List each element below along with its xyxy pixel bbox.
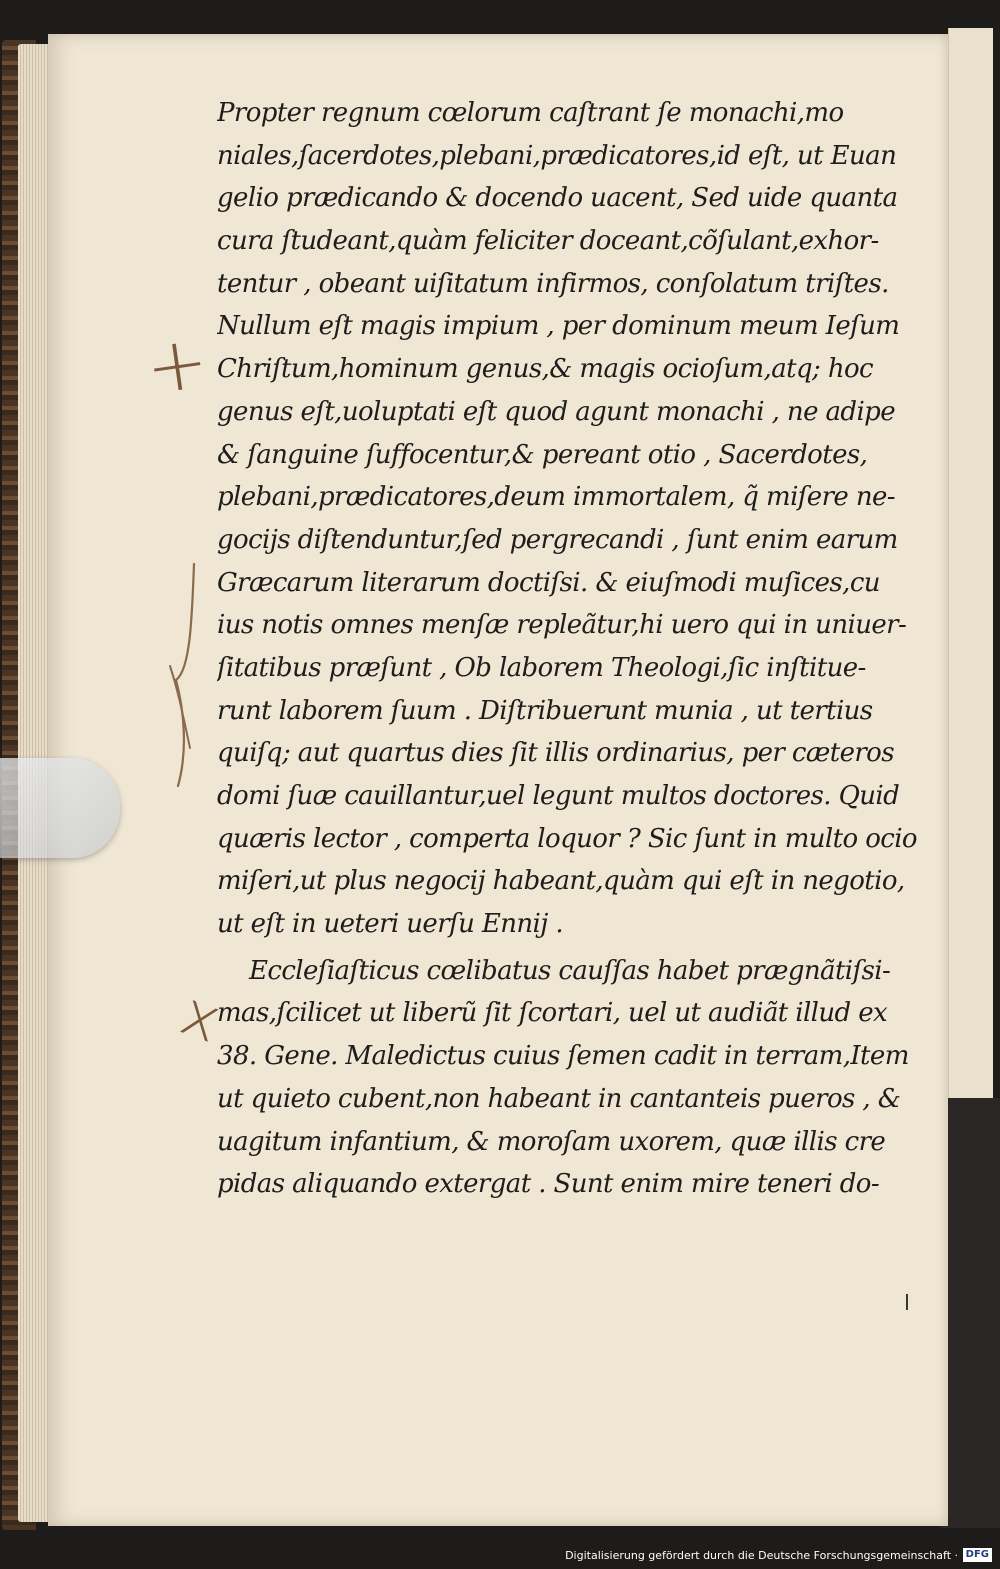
text-line: niales,ſacerdotes,plebani,prædicatores,id eſt, ut Euan [217, 140, 897, 171]
text-line: genus eſt,uoluptati eſt quod agunt monachi , ne adipe [217, 396, 896, 427]
text-line: tentur , obeant uiſitatum infirmos, conſolatum triſtes. [217, 268, 889, 299]
text-line: ſitatibus præſunt , Ob laborem Theologi,ſic inſtitue- [217, 652, 866, 683]
text-line: pidas aliquando extergat . Sunt enim mire teneri do- [217, 1169, 880, 1200]
page-clip [0, 758, 120, 858]
text-line: domi ſuæ cauillantur,uel legunt multos doctores. Quid [217, 781, 900, 811]
text-line: & ſanguine ſuffocentur,& pereant otio , Sacerdotes, [217, 439, 868, 470]
text-line: ut eſt in ueteri uerſu Ennij . [217, 909, 564, 940]
text-line: 38. Gene. Maledictus cuius ſemen cadit in terram,Item [217, 1041, 909, 1072]
text-line: gocijs diſtenduntur,ſed pergrecandi , ſunt enim earum [217, 524, 898, 555]
text-line: Græcarum literarum doctiſsi. & eiuſmodi muſices,cu [217, 567, 880, 598]
text-line: uagitum infantium, & moroſam uxorem, quæ illis cre [217, 1126, 886, 1157]
digitization-credit: Digitalisierung gefördert durch die Deutsche Forschungsgemeinschaft · [565, 1549, 958, 1562]
text-line: gelio prædicando & docendo uacent, Sed uide quanta [217, 183, 898, 214]
text-line: ius notis omnes menſæ repleãtur,hi uero qui in uniuer- [217, 610, 907, 641]
page-text [217, 92, 917, 1206]
text-line: Eccleſiaſticus cœlibatus cauſſas habet prægnãtiſsi- [249, 955, 891, 986]
text-line: miſeri,ut plus negocij habeant,quàm qui eſt in negotio, [217, 866, 905, 897]
text-line: Propter regnum cœlorum caſtrant ſe monachi,mo [217, 98, 844, 128]
pencil-margin-stroke [164, 560, 204, 790]
text-line: runt laborem ſuum . Diſtribuerunt munia , ut tertius [217, 695, 873, 726]
text-line: quæris lector , comperta loquor ? Sic ſunt in multo ocio [217, 823, 917, 854]
text-line: quiſq; aut quartus dies ſit illis ordinarius, per cæteros [217, 738, 894, 769]
background-strip [940, 1098, 1000, 1528]
text-line: ut quieto cubent,non habeant in cantanteis pueros , & [217, 1083, 901, 1114]
text-line: plebani,prædicatores,deum immortalem, q̃ miſere ne- [217, 482, 895, 513]
text-line: mas,ſcilicet ut liberũ ſit ſcortari, uel ut audiãt illud ex [217, 998, 888, 1029]
adjacent-page-edge [948, 28, 993, 1098]
text-line: Chriſtum,hominum genus,& magis ocioſum,atq; hoc [217, 354, 874, 385]
text-line: cura ſtudeant,quàm feliciter doceant,cõſulant,exhor- [217, 226, 879, 257]
dfg-logo: DFG [963, 1548, 992, 1562]
pencil-x-mark: x [171, 975, 232, 1058]
text-line: Nullum eſt magis impium , per dominum meum Ieſum [217, 311, 900, 342]
ink-speck [906, 1294, 908, 1310]
pencil-cross-mark: + [140, 318, 214, 412]
